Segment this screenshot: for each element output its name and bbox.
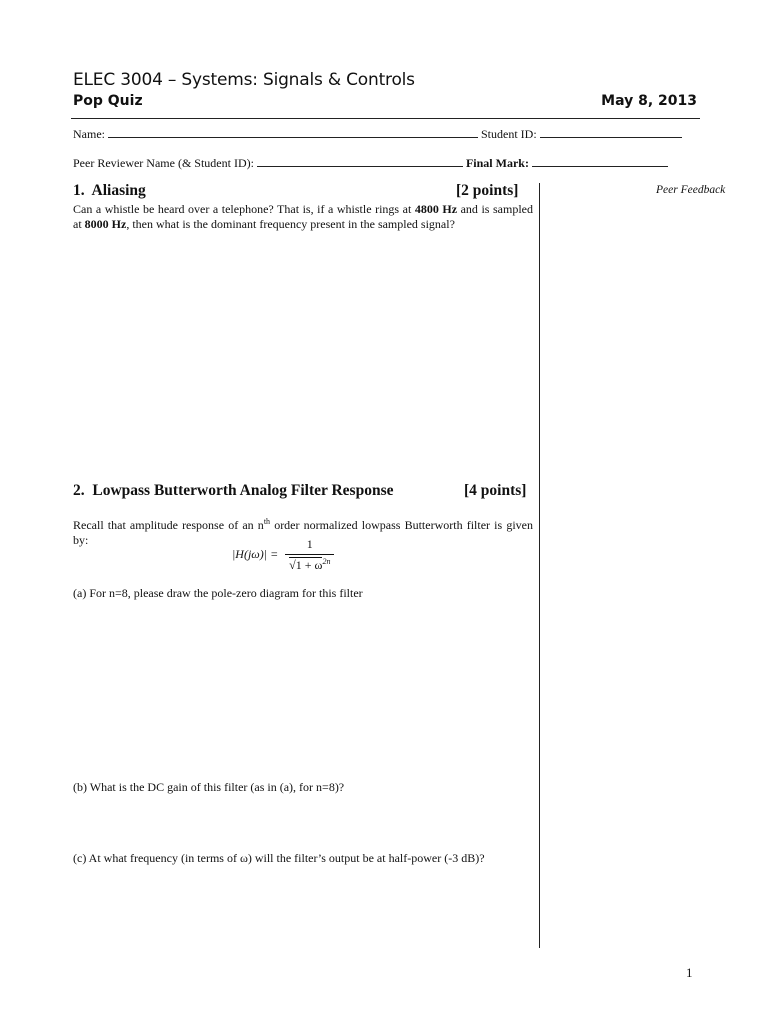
formula-fraction bbox=[285, 537, 334, 573]
formula-lhs: |H(jω)| = bbox=[232, 546, 279, 561]
q1-title: Aliasing bbox=[91, 182, 146, 199]
q1-bold-2: 8000 Hz bbox=[84, 217, 127, 231]
peer-reviewer-label: Peer Reviewer Name (& Student ID): bbox=[73, 156, 254, 170]
formula-denominator bbox=[285, 555, 334, 573]
q2-intro-2: order normalized lowpass Butterworth filter is given by: bbox=[73, 518, 533, 547]
peer-row bbox=[73, 156, 668, 171]
document-title: ELEC 3004 – Systems: Signals & Controls bbox=[73, 70, 415, 90]
formula-den-sup: 2n bbox=[322, 557, 331, 566]
q1-bold-1: 4800 Hz bbox=[414, 202, 458, 216]
name-row bbox=[73, 127, 682, 142]
formula-den-base: √1 + ω bbox=[289, 558, 323, 572]
q1-body bbox=[73, 202, 533, 232]
column-divider bbox=[539, 183, 540, 948]
document-subtitle: Pop Quiz bbox=[73, 93, 143, 109]
student-id-blank[interactable] bbox=[540, 127, 682, 138]
q2-part-b: (b) What is the DC gain of this filter (as in (a), for n=8)? bbox=[73, 780, 345, 794]
q2-title: Lowpass Butterworth Analog Filter Response bbox=[92, 482, 394, 499]
q1-points: [2 points] bbox=[456, 182, 519, 199]
student-id-label: Student ID: bbox=[481, 127, 537, 141]
peer-reviewer-blank[interactable] bbox=[257, 156, 463, 167]
q2-heading bbox=[73, 482, 393, 500]
formula-numerator: 1 bbox=[285, 537, 334, 555]
name-blank[interactable] bbox=[108, 127, 478, 138]
q2-part-c: (c) At what frequency (in terms of ω) will the filter’s output be at half-power (-3 dB)? bbox=[73, 851, 485, 865]
q1-text-2: and is sampled at bbox=[73, 202, 533, 231]
q1-text-1: Can a whistle be heard over a telephone? That is, if a whistle rings at bbox=[73, 202, 415, 216]
name-label: Name: bbox=[73, 127, 105, 141]
header-rule bbox=[71, 118, 700, 119]
document-date: May 8, 2013 bbox=[601, 93, 697, 109]
final-mark-blank[interactable] bbox=[532, 156, 668, 167]
q2-points: [4 points] bbox=[464, 482, 527, 499]
q2-intro-1: Recall that amplitude response of an n bbox=[73, 518, 264, 532]
butterworth-formula bbox=[232, 537, 334, 573]
final-mark-label: Final Mark: bbox=[465, 156, 529, 170]
q1-heading bbox=[73, 182, 146, 200]
peer-feedback-label: Peer Feedback bbox=[656, 184, 726, 196]
q2-intro-sup: th bbox=[263, 517, 271, 526]
q2-part-a: (a) For n=8, please draw the pole-zero diagram for this filter bbox=[73, 586, 363, 600]
q2-number: 2. bbox=[73, 482, 85, 499]
q1-text-3: , then what is the dominant frequency present in the sampled signal? bbox=[126, 217, 455, 231]
page-number: 1 bbox=[686, 965, 693, 980]
q1-number: 1. bbox=[73, 182, 85, 199]
